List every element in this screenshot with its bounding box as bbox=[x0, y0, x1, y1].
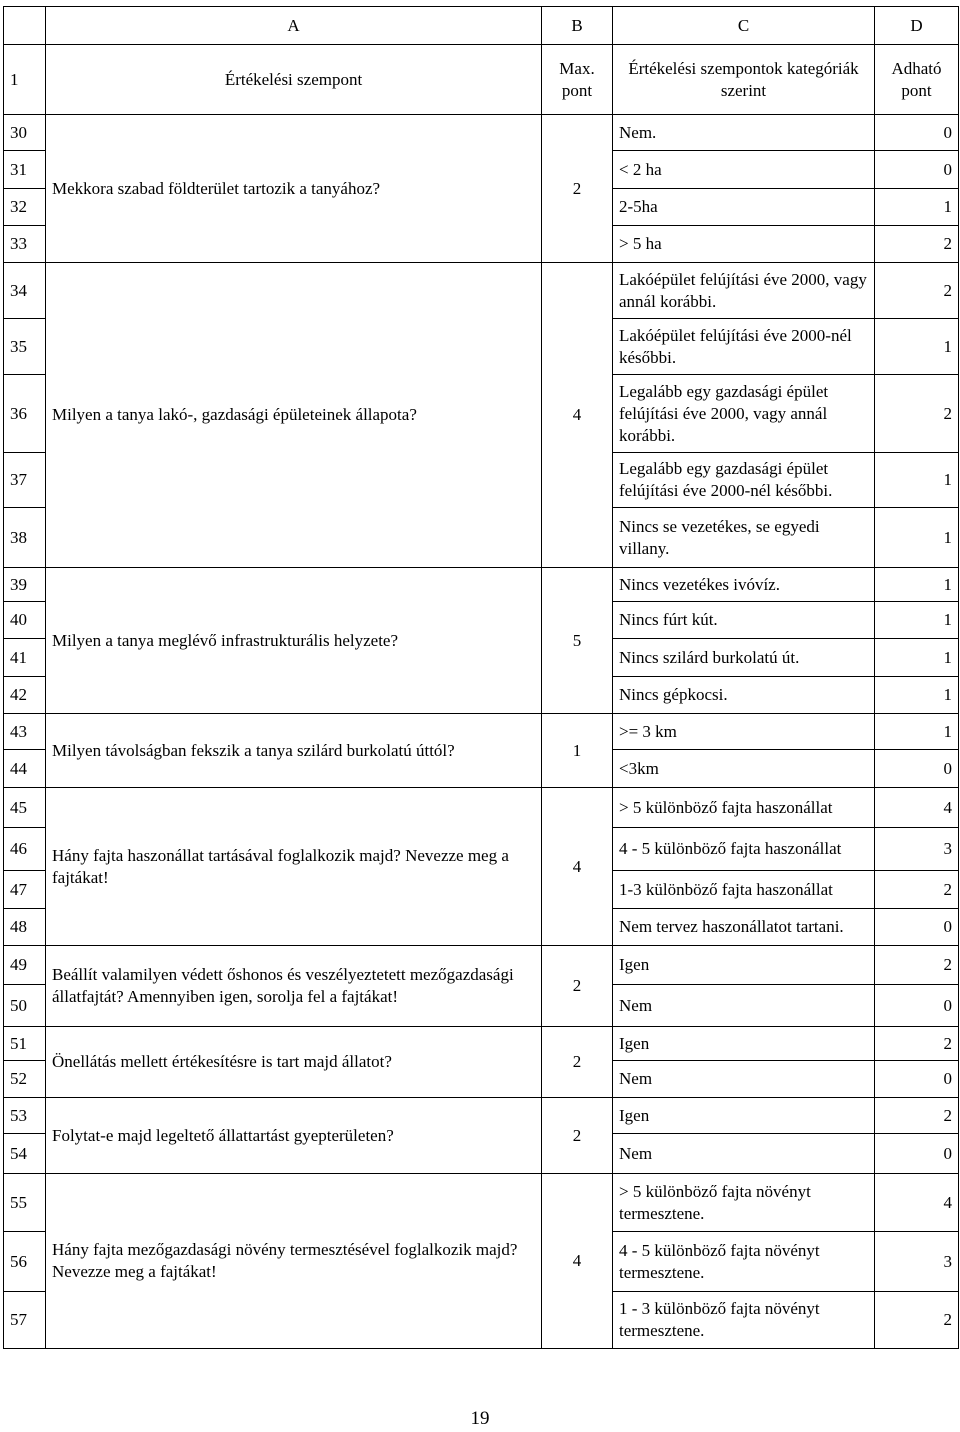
category-cell: < 2 ha bbox=[613, 151, 875, 189]
criterion-sale: Önellátás mellett értékesítésre is tart majd állatot? bbox=[46, 1027, 542, 1098]
max-point-plants: 4 bbox=[542, 1174, 613, 1349]
row-number: 39 bbox=[4, 568, 46, 602]
row-number: 51 bbox=[4, 1027, 46, 1061]
row-number: 47 bbox=[4, 871, 46, 909]
category-cell: Lakóépület felújítási éve 2000-nél későbbi. bbox=[613, 319, 875, 375]
point-cell: 4 bbox=[875, 1174, 959, 1232]
row-number: 56 bbox=[4, 1232, 46, 1292]
category-cell: Nincs fúrt kút. bbox=[613, 602, 875, 639]
row-number: 36 bbox=[4, 375, 46, 453]
row-number: 45 bbox=[4, 788, 46, 828]
point-cell: 3 bbox=[875, 828, 959, 871]
category-cell: Nincs se vezetékes, se egyedi villany. bbox=[613, 508, 875, 568]
point-cell: 2 bbox=[875, 1098, 959, 1134]
max-point-buildings: 4 bbox=[542, 263, 613, 568]
header-categories: Értékelési szempontok kategóriák szerint bbox=[613, 45, 875, 115]
row-number: 33 bbox=[4, 226, 46, 263]
category-cell: Igen bbox=[613, 1098, 875, 1134]
max-point-animal-species: 4 bbox=[542, 788, 613, 946]
category-cell: 4 - 5 különböző fajta növényt termesztene. bbox=[613, 1232, 875, 1292]
point-cell: 2 bbox=[875, 263, 959, 319]
row-number: 43 bbox=[4, 714, 46, 750]
row-number: 30 bbox=[4, 115, 46, 151]
category-cell: Igen bbox=[613, 1027, 875, 1061]
category-cell: Nincs szilárd burkolatú út. bbox=[613, 639, 875, 677]
row-number: 38 bbox=[4, 508, 46, 568]
point-cell: 1 bbox=[875, 602, 959, 639]
row-number: 1 bbox=[4, 45, 46, 115]
row-number: 35 bbox=[4, 319, 46, 375]
point-cell: 2 bbox=[875, 375, 959, 453]
criterion-animal-species: Hány fajta haszonállat tartásával foglalkozik majd? Nevezze meg a fajtákat! bbox=[46, 788, 542, 946]
point-cell: 1 bbox=[875, 453, 959, 508]
category-cell: Legalább egy gazdasági épület felújítási éve 2000-nél későbbi. bbox=[613, 453, 875, 508]
point-cell: 0 bbox=[875, 1061, 959, 1098]
point-cell: 4 bbox=[875, 788, 959, 828]
max-point-infrastructure: 5 bbox=[542, 568, 613, 714]
row-number: 40 bbox=[4, 602, 46, 639]
row-number: 31 bbox=[4, 151, 46, 189]
category-cell: Nem. bbox=[613, 115, 875, 151]
column-letter-a: A bbox=[46, 7, 542, 45]
column-letter-blank bbox=[4, 7, 46, 45]
evaluation-table bbox=[3, 6, 959, 1349]
max-point-land: 2 bbox=[542, 115, 613, 263]
category-cell: 2-5ha bbox=[613, 189, 875, 226]
category-cell: Nem tervez haszonállatot tartani. bbox=[613, 909, 875, 946]
point-cell: 0 bbox=[875, 985, 959, 1027]
criterion-buildings: Milyen a tanya lakó-, gazdasági épületeinek állapota? bbox=[46, 263, 542, 568]
category-cell: >= 3 km bbox=[613, 714, 875, 750]
criterion-distance: Milyen távolságban fekszik a tanya szilárd burkolatú úttól? bbox=[46, 714, 542, 788]
column-letter-b: B bbox=[542, 7, 613, 45]
max-point-grazing: 2 bbox=[542, 1098, 613, 1174]
category-cell: 1 - 3 különböző fajta növényt termesztene. bbox=[613, 1292, 875, 1349]
point-cell: 0 bbox=[875, 151, 959, 189]
point-cell: 1 bbox=[875, 639, 959, 677]
point-cell: 2 bbox=[875, 871, 959, 909]
category-cell: Nem bbox=[613, 1061, 875, 1098]
row-number: 48 bbox=[4, 909, 46, 946]
point-cell: 0 bbox=[875, 750, 959, 788]
max-point-distance: 1 bbox=[542, 714, 613, 788]
category-cell: > 5 különböző fajta növényt termesztene. bbox=[613, 1174, 875, 1232]
row-number: 53 bbox=[4, 1098, 46, 1134]
point-cell: 1 bbox=[875, 568, 959, 602]
row-number: 41 bbox=[4, 639, 46, 677]
header-points: Adható pont bbox=[875, 45, 959, 115]
criterion-land: Mekkora szabad földterület tartozik a tanyához? bbox=[46, 115, 542, 263]
point-cell: 2 bbox=[875, 946, 959, 985]
category-cell: Nem bbox=[613, 1134, 875, 1174]
category-cell: Nem bbox=[613, 985, 875, 1027]
point-cell: 2 bbox=[875, 1027, 959, 1061]
category-cell: Legalább egy gazdasági épület felújítási éve 2000, vagy annál korábbi. bbox=[613, 375, 875, 453]
category-cell: Nincs gépkocsi. bbox=[613, 677, 875, 714]
header-criterion: Értékelési szempont bbox=[46, 45, 542, 115]
column-letter-d: D bbox=[875, 7, 959, 45]
criterion-plants: Hány fajta mezőgazdasági növény termesztésével foglalkozik majd? Nevezze meg a fajtákat! bbox=[46, 1174, 542, 1349]
row-number: 57 bbox=[4, 1292, 46, 1349]
header-max-point: Max. pont bbox=[542, 45, 613, 115]
criterion-grazing: Folytat-e majd legeltető állattartást gyepterületen? bbox=[46, 1098, 542, 1174]
point-cell: 2 bbox=[875, 226, 959, 263]
page-number: 19 bbox=[470, 1408, 490, 1429]
point-cell: 1 bbox=[875, 677, 959, 714]
category-cell: Nincs vezetékes ivóvíz. bbox=[613, 568, 875, 602]
point-cell: 1 bbox=[875, 189, 959, 226]
criterion-protected-breed: Beállít valamilyen védett őshonos és veszélyeztetett mezőgazdasági állatfajtát? Amennyiben igen, sorolja fel a fajtákat! bbox=[46, 946, 542, 1027]
point-cell: 1 bbox=[875, 714, 959, 750]
point-cell: 0 bbox=[875, 115, 959, 151]
point-cell: 1 bbox=[875, 319, 959, 375]
row-number: 42 bbox=[4, 677, 46, 714]
max-point-protected-breed: 2 bbox=[542, 946, 613, 1027]
row-number: 52 bbox=[4, 1061, 46, 1098]
category-cell: 1-3 különböző fajta haszonállat bbox=[613, 871, 875, 909]
category-cell: 4 - 5 különböző fajta haszonállat bbox=[613, 828, 875, 871]
point-cell: 1 bbox=[875, 508, 959, 568]
max-point-sale: 2 bbox=[542, 1027, 613, 1098]
row-number: 32 bbox=[4, 189, 46, 226]
row-number: 34 bbox=[4, 263, 46, 319]
category-cell: <3km bbox=[613, 750, 875, 788]
row-number: 50 bbox=[4, 985, 46, 1027]
point-cell: 2 bbox=[875, 1292, 959, 1349]
criterion-infrastructure: Milyen a tanya meglévő infrastrukturális helyzete? bbox=[46, 568, 542, 714]
category-cell: > 5 különböző fajta haszonállat bbox=[613, 788, 875, 828]
row-number: 49 bbox=[4, 946, 46, 985]
category-cell: Igen bbox=[613, 946, 875, 985]
category-cell: > 5 ha bbox=[613, 226, 875, 263]
row-number: 37 bbox=[4, 453, 46, 508]
row-number: 54 bbox=[4, 1134, 46, 1174]
category-cell: Lakóépület felújítási éve 2000, vagy annál korábbi. bbox=[613, 263, 875, 319]
row-number: 55 bbox=[4, 1174, 46, 1232]
point-cell: 0 bbox=[875, 1134, 959, 1174]
row-number: 44 bbox=[4, 750, 46, 788]
point-cell: 0 bbox=[875, 909, 959, 946]
column-letter-c: C bbox=[613, 7, 875, 45]
point-cell: 3 bbox=[875, 1232, 959, 1292]
row-number: 46 bbox=[4, 828, 46, 871]
